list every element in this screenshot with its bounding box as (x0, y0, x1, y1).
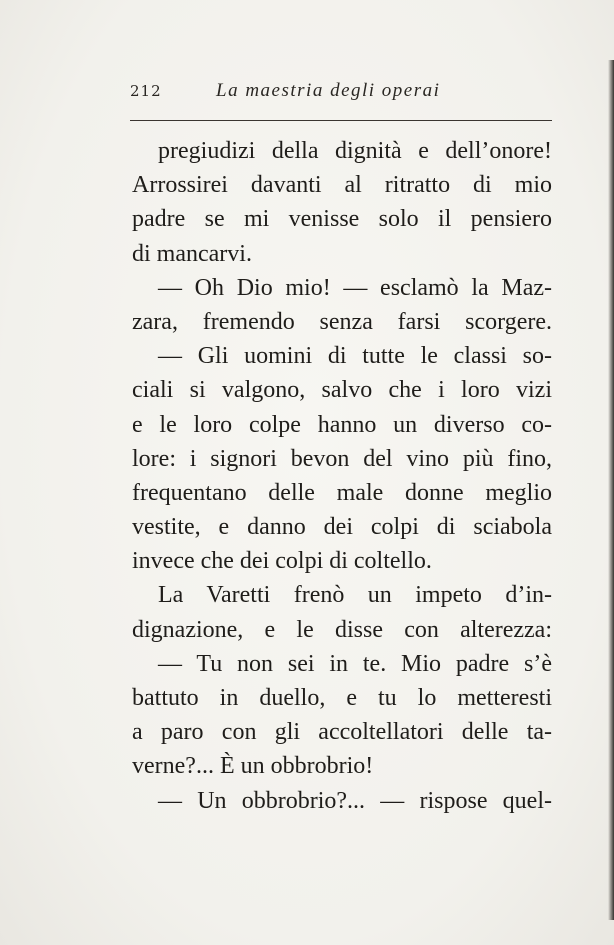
text-line: padre se mi venisse solo il pensiero (132, 206, 552, 233)
text-line: — Tu non sei in te. Mio padre s’è (158, 650, 552, 677)
text-line: di mancarvi. (132, 240, 252, 267)
text-line: lore: i signori bevon del vino più fino, (132, 445, 552, 472)
text-line: frequentano delle male donne meglio (132, 479, 552, 506)
text-line: dignazione, e le disse con alterezza: (132, 616, 552, 643)
header-rule (130, 120, 552, 121)
text-line: invece che dei colpi di coltello. (132, 548, 432, 575)
text-line: e le loro colpe hanno un diverso co- (132, 411, 552, 438)
page-edge-shadow (608, 60, 614, 920)
text-line: vestite, e danno dei colpi di sciabola (132, 514, 552, 541)
text-line: battuto in duello, e tu lo metteresti (132, 685, 552, 711)
page-header (130, 76, 550, 116)
text-line: ciali si valgono, salvo che i loro vizi (132, 377, 552, 404)
text-line: La Varetti frenò un impeto d’in- (158, 582, 552, 609)
text-line: zara, fremendo senza farsi scorgere. (132, 308, 552, 335)
text-line: — Un obbrobrio?... — rispose quel- (158, 787, 552, 814)
text-line: a paro con gli accoltellatori delle ta- (132, 719, 552, 746)
text-line: — Gli uomini di tutte le classi so- (158, 343, 552, 370)
body-text (132, 134, 552, 818)
text-line: Arrossirei davanti al ritratto di mio (132, 172, 552, 199)
text-line: pregiudizi della dignità e dell’onore! (158, 138, 552, 164)
text-line: verne?... È un obbrobrio! (132, 753, 374, 780)
text-line: — Oh Dio mio! — esclamò la Maz- (158, 274, 552, 301)
running-title: La maestria degli operai (216, 80, 441, 101)
page-number: 212 (130, 82, 162, 100)
